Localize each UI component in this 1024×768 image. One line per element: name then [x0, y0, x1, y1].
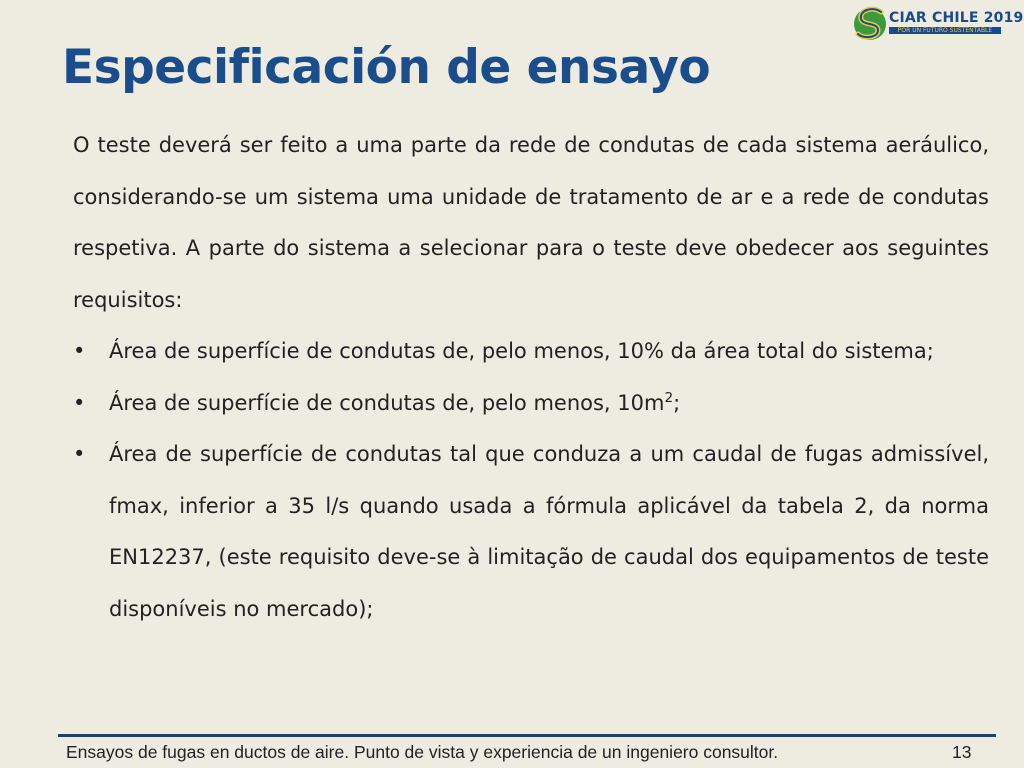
list-item-text-main: Área de superfície de condutas de, pelo menos, 10m [109, 390, 665, 415]
footer-caption: Ensayos de fugas en ductos de aire. Punto de vista y experiencia de un ingeniero consultor. [66, 742, 779, 762]
list-item-text [109, 391, 680, 415]
superscript-exponent: 2 [664, 389, 674, 406]
slide-title: Especificación de ensayo [62, 40, 711, 95]
bullet-icon: • [73, 442, 86, 466]
list-item [73, 378, 989, 430]
bullet-icon: • [73, 390, 86, 415]
list-item-text: Área de superfície de condutas de, pelo menos, 10% da área total do sistema; [109, 339, 934, 363]
list-item [73, 326, 989, 378]
footer-divider [58, 734, 996, 737]
requirements-list [73, 326, 989, 635]
page-number: 13 [952, 742, 972, 762]
slide-body [73, 120, 989, 635]
list-item [73, 429, 989, 635]
bullet-icon: • [73, 339, 86, 363]
logo-tagline: POR UN FUTURO SUSTENTABLE [889, 27, 1001, 34]
list-item-text-end: ; [673, 390, 681, 415]
ciar-chile-logo [851, 2, 1024, 48]
ciar-logo-icon [851, 2, 889, 48]
logo-name: CIAR CHILE 2019 [889, 10, 1024, 26]
intro-paragraph: O teste deverá ser feito a uma parte da rede de condutas de cada sistema aeráulico, considerando-se um sistema uma unidade de tratamento de ar e a rede de condutas respetiva. A parte do sistema a selecionar para o teste deve obedecer aos seguintes requisitos: [73, 133, 989, 312]
list-item-text: Área de superfície de condutas tal que conduza a um caudal de fugas admissível, fmax, inferior a 35 l/s quando usada a fórmula aplicável da tabela 2, da norma EN12237, (este requisito deve-se à limitação de caudal dos equipamentos de teste disponíveis no mercado); [109, 442, 989, 621]
